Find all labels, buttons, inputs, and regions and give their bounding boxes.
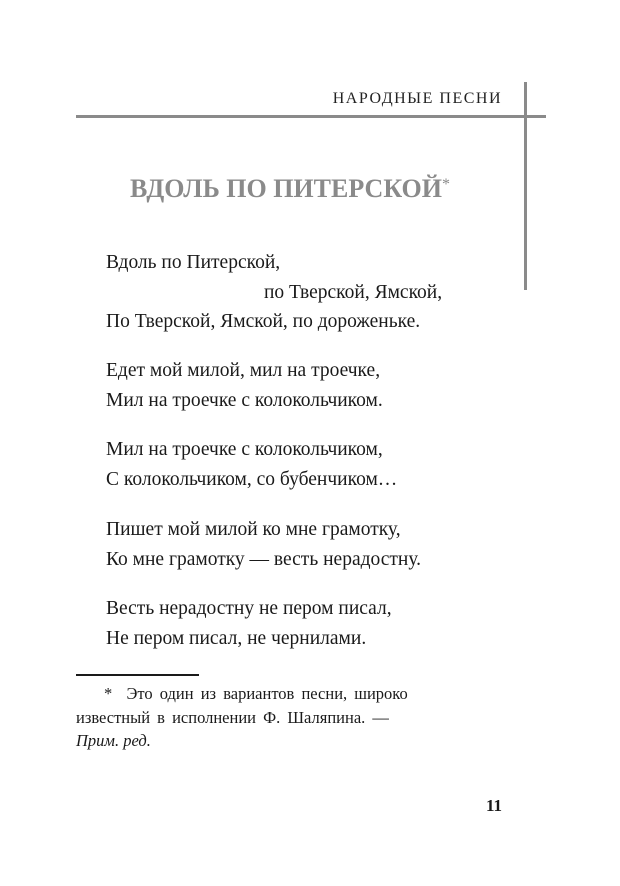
verse-line: Мил на троечке с колокольчиком. — [106, 389, 383, 411]
footnote-asterisk: * — [104, 684, 113, 703]
footnote-text: Это один из вариантов песни, широко — [126, 684, 408, 703]
running-head: НАРОДНЫЕ ПЕСНИ — [332, 90, 502, 107]
verse-line: С колокольчиком, со бубенчиком… — [106, 468, 398, 490]
page-number: 11 — [485, 796, 502, 815]
footnote-line — [76, 682, 476, 706]
footnote-mark: * — [441, 176, 450, 193]
poem-title-text: ВДОЛЬ ПО ПИТЕРСКОЙ — [130, 174, 442, 203]
verse-line: Вдоль по Питерской, — [106, 252, 281, 273]
header-rule — [76, 115, 546, 118]
stanza-3 — [106, 435, 506, 494]
stanza-1 — [106, 248, 506, 337]
verse-line: Не пером писал, не чернилами. — [106, 627, 367, 649]
verse-line: Пишет мой милой ко мне грамотку, — [106, 519, 401, 540]
stanza-5 — [106, 594, 506, 653]
footnote — [76, 682, 476, 753]
stanza-4 — [106, 515, 506, 574]
verse-line: по Тверской, Ямской, — [264, 281, 443, 303]
verse-line: Едет мой милой, мил на троечке, — [106, 360, 381, 381]
verse-line: Ко мне грамотку — весть нерадостну. — [106, 548, 422, 570]
footnote-line — [76, 729, 476, 753]
editor-note: Прим. ред. — [76, 731, 151, 750]
verse-line: Мил на троечке с колокольчиком, — [106, 439, 383, 460]
stanza-2 — [106, 356, 506, 415]
footnote-rule — [76, 674, 199, 676]
poem-title — [0, 174, 580, 204]
footnote-line: известный в исполнении Ф. Шаляпина. — — [76, 707, 389, 727]
verse-line: Весть нерадостну не пером писал, — [106, 598, 392, 619]
verse-line: По Тверской, Ямской, по дороженьке. — [106, 311, 421, 332]
